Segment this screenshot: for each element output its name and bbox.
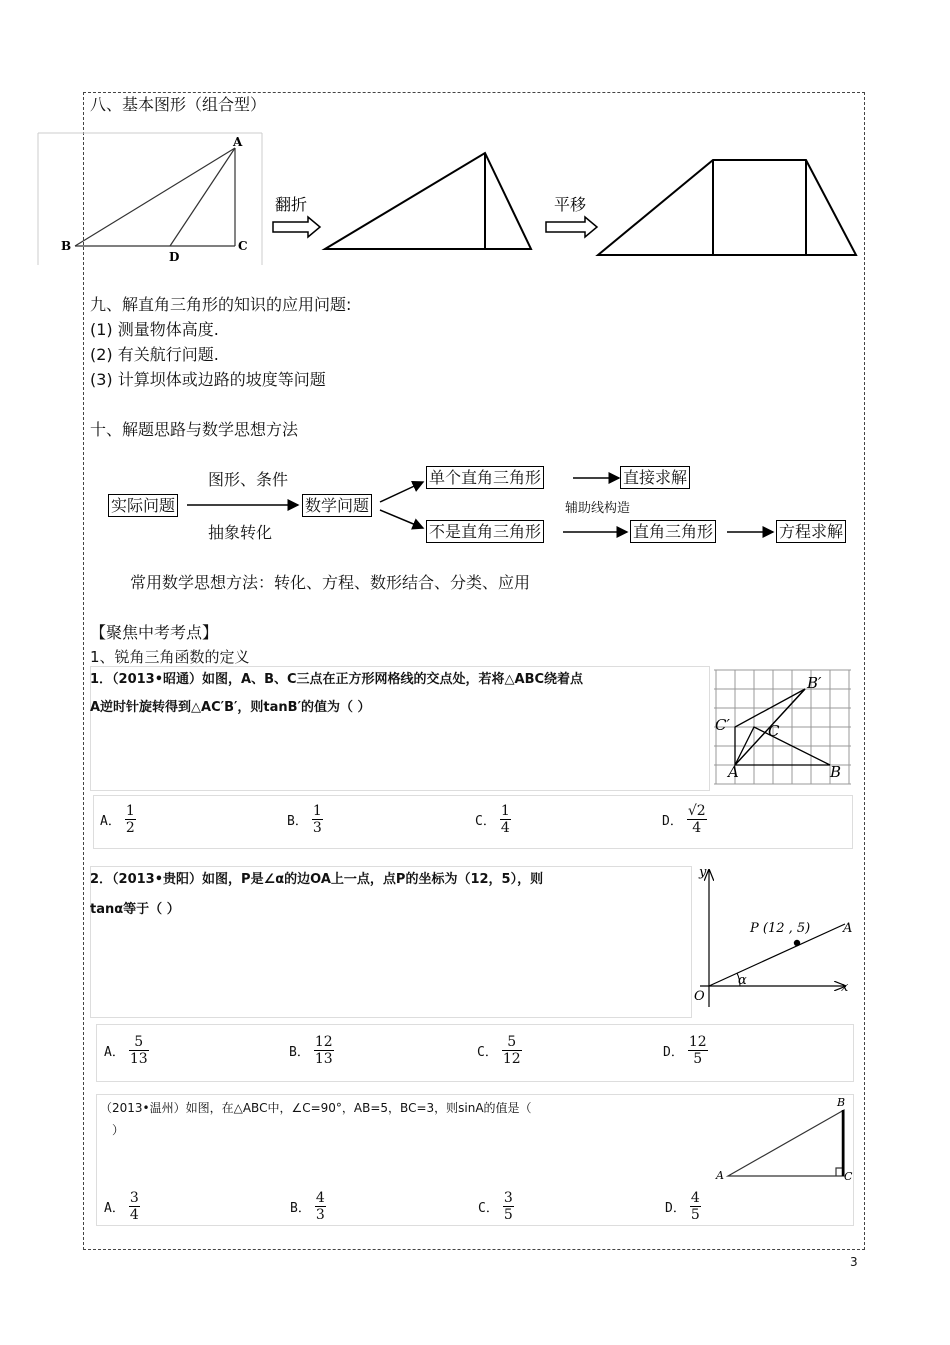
hollow-arrow-icon bbox=[273, 217, 320, 237]
q2-line1: 2．（2013•贵阳）如图，P是∠α的边OA上一点，点P的坐标为（12，5），则 bbox=[90, 872, 544, 887]
q3-label-a: A bbox=[716, 1169, 724, 1182]
hollow-arrow-icon bbox=[546, 217, 597, 237]
focus-subtitle: 1、锐角三角函数的定义 bbox=[90, 648, 250, 666]
flow-box-actual: 实际问题 bbox=[108, 494, 178, 517]
page-number: 3 bbox=[850, 1255, 858, 1269]
q3-option-a[interactable]: A． $\frac{3}{4}$ bbox=[104, 1190, 139, 1223]
flow-box-math: 数学问题 bbox=[302, 494, 372, 517]
flip-label: 翻折 bbox=[275, 195, 308, 214]
trapezoid-figure bbox=[598, 160, 856, 255]
q2-line2: tanα等于（ ） bbox=[90, 902, 180, 917]
label-c: C bbox=[238, 239, 248, 253]
q1-line2: A逆时针旋转得到△AC′B′，则tanB′的值为（ ） bbox=[90, 700, 371, 715]
q3-label-c: C bbox=[844, 1170, 853, 1183]
q2-axes-figure bbox=[690, 862, 855, 1017]
q2-label-alpha: α bbox=[738, 973, 747, 988]
q1-label-c: C bbox=[768, 722, 780, 740]
q1-label-a: A bbox=[728, 763, 739, 781]
q2-label-x: x bbox=[841, 980, 849, 995]
q2-label-a: A bbox=[843, 921, 853, 936]
flow-box-single-rt: 单个直角三角形 bbox=[426, 466, 544, 489]
flow-above-arrow: 图形、条件 bbox=[208, 470, 289, 489]
q1-grid-figure bbox=[706, 666, 856, 790]
q1-options-panel bbox=[93, 795, 853, 849]
section10-title: 十、解题思路与数学思想方法 bbox=[90, 420, 299, 439]
q2-label-p: P (12 , 5) bbox=[750, 921, 811, 936]
flow-aux-label: 辅助线构造 bbox=[565, 501, 631, 516]
q1-option-d[interactable]: D． $\frac{√2}{4}$ bbox=[662, 803, 706, 836]
flow-box-not-rt: 不是直角三角形 bbox=[426, 520, 544, 543]
label-b: B bbox=[61, 239, 72, 253]
methods-text: 常用数学思想方法：转化、方程、数形结合、分类、应用 bbox=[130, 573, 531, 592]
triangle-abd-figure bbox=[75, 148, 235, 246]
q2-option-c[interactable]: C． $\frac{5}{12}$ bbox=[477, 1034, 521, 1067]
shift-label: 平移 bbox=[554, 195, 587, 214]
q3-label-b: B bbox=[837, 1096, 846, 1109]
q2-option-d[interactable]: D． $\frac{12}{5}$ bbox=[663, 1034, 707, 1067]
section9-item-3: (3) 计算坝体或边路的坡度等问题 bbox=[90, 370, 326, 389]
flow-box-equation: 方程求解 bbox=[776, 520, 846, 543]
section9-item-2: (2) 有关航行问题. bbox=[90, 345, 219, 364]
q2-label-o: O bbox=[694, 989, 705, 1004]
section9-item-1: (1) 测量物体高度. bbox=[90, 320, 219, 339]
basic-figures bbox=[30, 125, 870, 275]
q3-option-b[interactable]: B． $\frac{4}{3}$ bbox=[290, 1190, 325, 1223]
folded-triangle-figure bbox=[325, 153, 531, 249]
section9-title: 九、解直角三角形的知识的应用问题: bbox=[90, 295, 352, 314]
q2-options-panel bbox=[96, 1024, 854, 1082]
section8-title: 八、基本图形（组合型） bbox=[90, 95, 267, 114]
q2-label-y: y bbox=[699, 865, 707, 880]
q3-option-c[interactable]: C． $\frac{3}{5}$ bbox=[478, 1190, 513, 1223]
q1-option-b[interactable]: B． $\frac{1}{3}$ bbox=[287, 803, 322, 836]
label-d: D bbox=[169, 250, 180, 264]
q1-label-b: B bbox=[830, 763, 842, 781]
q1-option-a[interactable]: A． $\frac{1}{2}$ bbox=[100, 803, 135, 836]
flow-below-arrow: 抽象转化 bbox=[208, 523, 273, 542]
label-a: A bbox=[233, 135, 243, 149]
q3-option-d[interactable]: D． $\frac{4}{5}$ bbox=[665, 1190, 700, 1223]
focus-title: 【聚焦中考考点】 bbox=[90, 623, 219, 642]
q1-line1: 1．（2013•昭通）如图，A、B、C三点在正方形网格线的交点处，若将△ABC绕着点 bbox=[90, 672, 584, 687]
q2-option-b[interactable]: B． $\frac{12}{13}$ bbox=[289, 1034, 333, 1067]
flow-box-rt: 直角三角形 bbox=[630, 520, 716, 543]
q2-option-a[interactable]: A． $\frac{5}{13}$ bbox=[104, 1034, 148, 1067]
q3-line2: ） bbox=[112, 1123, 125, 1137]
flow-box-direct: 直接求解 bbox=[620, 466, 690, 489]
q1-option-c[interactable]: C． $\frac{1}{4}$ bbox=[475, 803, 510, 836]
q1-label-c1: C′ bbox=[715, 716, 730, 734]
q1-label-b1: B′ bbox=[807, 674, 822, 692]
q3-line1: （2013•温州）如图，在△ABC中，∠C=90°，AB=5，BC=3，则sinA的值是（ bbox=[100, 1101, 532, 1115]
q3-triangle-figure bbox=[710, 1092, 855, 1184]
